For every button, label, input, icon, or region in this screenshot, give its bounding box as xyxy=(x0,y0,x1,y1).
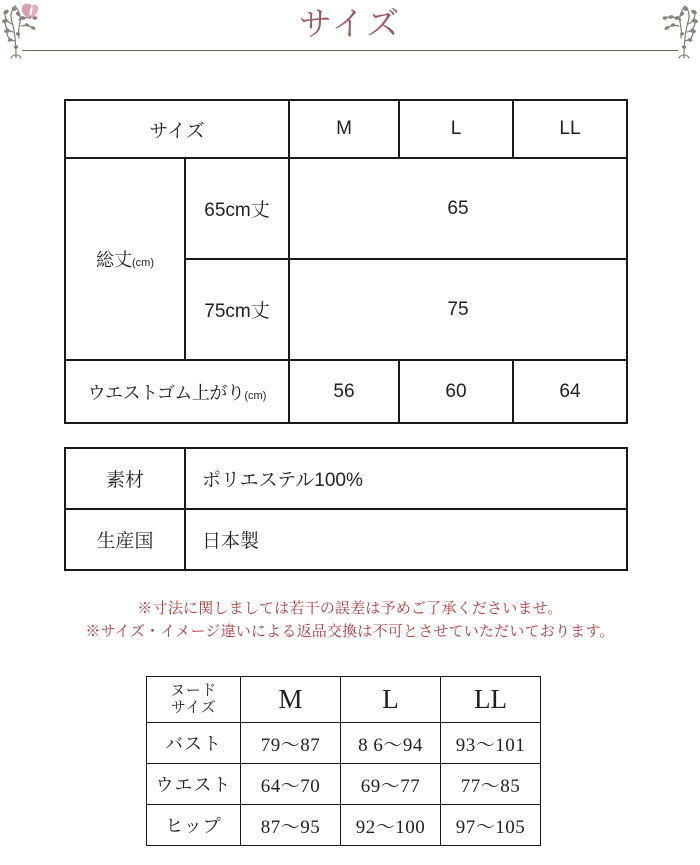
nude-size-table-container xyxy=(146,676,541,846)
value-total-length-65: 65 xyxy=(289,158,627,259)
size-table xyxy=(64,99,628,424)
row-label-waist xyxy=(65,360,289,423)
vine-ornament-icon xyxy=(628,0,698,62)
table-row-total-length-65 xyxy=(65,158,627,259)
table-row-waist-nude xyxy=(147,764,541,805)
row-label-waist-text: ウエストゴム上がり xyxy=(87,382,245,403)
table-row-waist xyxy=(65,360,627,423)
size-table-header-label: サイズ xyxy=(65,100,289,158)
nude-value-hip-l: 92～100 xyxy=(341,805,441,846)
row-label-waist-unit: (cm) xyxy=(244,389,267,402)
sublabel-65cm: 65cm丈 xyxy=(185,158,289,259)
value-waist-l: 60 xyxy=(399,360,513,423)
nude-value-bust-ll: 93～101 xyxy=(441,723,541,764)
nude-corner-line2: サイズ xyxy=(170,699,217,716)
value-country: 日本製 xyxy=(185,509,627,570)
nude-value-waist-m: 64～70 xyxy=(241,764,341,805)
nude-row-label-hip: ヒップ xyxy=(147,805,241,846)
value-total-length-75: 75 xyxy=(289,259,627,360)
nude-row-label-bust: バスト xyxy=(147,723,241,764)
row-label-total-length-text: 総丈 xyxy=(96,250,132,270)
table-row-header xyxy=(65,100,627,158)
table-row-material xyxy=(65,448,627,509)
row-label-total-length xyxy=(65,158,185,360)
table-row-country xyxy=(65,509,627,570)
row-label-material: 素材 xyxy=(65,448,185,509)
size-column-header-ll: LL xyxy=(513,100,627,158)
nude-row-label-waist: ウエスト xyxy=(147,764,241,805)
value-waist-m: 56 xyxy=(289,360,399,423)
size-column-header-m: M xyxy=(289,100,399,158)
row-label-total-length-unit: (cm) xyxy=(132,257,154,269)
disclaimer-notes xyxy=(0,597,700,643)
page-title: サイズ xyxy=(298,7,402,43)
nude-value-bust-m: 79～87 xyxy=(241,723,341,764)
nude-value-hip-m: 87～95 xyxy=(241,805,341,846)
value-material: ポリエステル100% xyxy=(185,448,627,509)
value-waist-ll: 64 xyxy=(513,360,627,423)
nude-size-table xyxy=(146,676,541,846)
size-column-header-l: L xyxy=(399,100,513,158)
table-row-nude-header xyxy=(147,677,541,723)
size-table-container xyxy=(64,99,628,424)
material-table-container xyxy=(64,447,628,571)
row-label-country: 生産国 xyxy=(65,509,185,570)
note-line-2: ※サイズ・イメージ違いによる返品交換は不可とさせていただいております。 xyxy=(85,623,615,640)
material-table xyxy=(64,447,628,571)
note-line-1: ※寸法に関しましては若干の誤差は予めご了承くださいませ。 xyxy=(137,600,563,617)
table-row-hip xyxy=(147,805,541,846)
nude-column-header-l: L xyxy=(341,677,441,723)
nude-column-header-ll: LL xyxy=(441,677,541,723)
nude-value-hip-ll: 97～105 xyxy=(441,805,541,846)
table-row-bust xyxy=(147,723,541,764)
header-divider xyxy=(22,50,678,51)
nude-value-bust-l: 8 6～94 xyxy=(341,723,441,764)
page-header xyxy=(0,0,700,62)
sublabel-75cm: 75cm丈 xyxy=(185,259,289,360)
nude-value-waist-ll: 77～85 xyxy=(441,764,541,805)
nude-value-waist-l: 69～77 xyxy=(341,764,441,805)
nude-column-header-m: M xyxy=(241,677,341,723)
nude-table-corner-label xyxy=(147,677,241,723)
nude-corner-line1: ヌード xyxy=(170,682,217,699)
